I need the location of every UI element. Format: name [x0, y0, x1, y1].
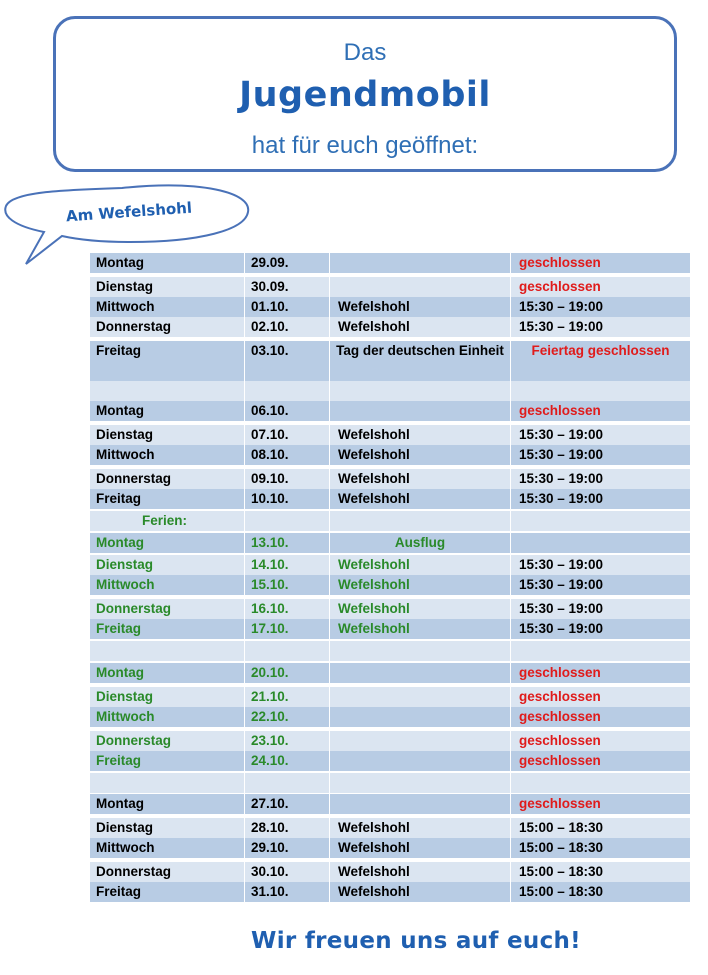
time-cell: 15:30 – 19:00 [519, 471, 604, 486]
date-cell: 23.10. [245, 731, 330, 751]
place-cell: Ausflug [330, 533, 511, 553]
place-cell [330, 401, 511, 421]
day-cell: Dienstag [90, 555, 245, 575]
date-cell: 16.10. [245, 599, 330, 619]
date-cell: 14.10. [245, 555, 330, 575]
date-cell: 21.10. [245, 687, 330, 707]
day-cell: Mittwoch [90, 445, 245, 465]
day-cell: Dienstag [90, 818, 245, 838]
time-cell: geschlossen [519, 403, 601, 418]
time-cell: geschlossen [519, 796, 601, 811]
date-cell: 30.10. [245, 862, 330, 882]
date-cell: 08.10. [245, 445, 330, 465]
date-cell: 10.10. [245, 489, 330, 509]
place-cell [330, 277, 511, 297]
time-cell: 15:00 – 18:30 [519, 840, 604, 855]
place-cell: Wefelshohl [330, 489, 511, 509]
time-cell: geschlossen [519, 689, 601, 704]
table-row [90, 401, 690, 421]
time-cell: 15:30 – 19:00 [519, 621, 604, 636]
table-row [90, 555, 690, 575]
table-row [90, 445, 690, 465]
day-cell: Donnerstag [90, 317, 245, 337]
day-cell: Montag [90, 533, 245, 553]
date-cell: 29.09. [245, 253, 330, 273]
table-row [90, 663, 690, 683]
time-cell: 15:30 – 19:00 [519, 557, 604, 572]
place-cell: Wefelshohl [330, 882, 511, 902]
spacer-row [90, 641, 690, 661]
date-cell: 07.10. [245, 425, 330, 445]
time-cell: 15:00 – 18:30 [519, 820, 604, 835]
page-title: Jugendmobil [239, 75, 491, 115]
empty-cell [90, 641, 245, 661]
place-cell: Wefelshohl [330, 317, 511, 337]
empty-cell [90, 381, 245, 401]
empty-cell [330, 641, 511, 661]
time-cell: 15:30 – 19:00 [519, 491, 604, 506]
empty-cell [330, 381, 511, 401]
location-label: Am Wefelshohl [65, 198, 193, 226]
table-row [90, 599, 690, 619]
day-cell: Freitag [90, 751, 245, 771]
time-cell: 15:30 – 19:00 [519, 299, 604, 314]
date-cell: 13.10. [245, 533, 330, 553]
empty-cell [90, 773, 245, 793]
date-cell: 20.10. [245, 663, 330, 683]
date-cell [245, 511, 330, 531]
place-cell: Wefelshohl [330, 445, 511, 465]
date-cell: 02.10. [245, 317, 330, 337]
time-cell: 15:30 – 19:00 [519, 447, 604, 462]
table-row [90, 341, 690, 381]
date-cell: 29.10. [245, 838, 330, 858]
date-cell: 15.10. [245, 575, 330, 595]
date-cell: 17.10. [245, 619, 330, 639]
empty-cell [330, 773, 511, 793]
place-cell: Wefelshohl [330, 619, 511, 639]
day-cell: Ferien: [90, 511, 245, 531]
table-row [90, 575, 690, 595]
day-cell: Mittwoch [90, 838, 245, 858]
table-row [90, 253, 690, 273]
place-cell [330, 253, 511, 273]
table-row [90, 838, 690, 858]
place-cell: Tag der deutschen Einheit [330, 341, 511, 381]
time-cell: geschlossen [519, 279, 601, 294]
day-cell: Montag [90, 663, 245, 683]
place-cell: Wefelshohl [330, 599, 511, 619]
day-cell: Mittwoch [90, 575, 245, 595]
date-cell: 27.10. [245, 794, 330, 814]
time-cell: 15:30 – 19:00 [519, 319, 604, 334]
day-cell: Freitag [90, 882, 245, 902]
time-cell: 15:30 – 19:00 [519, 577, 604, 592]
table-row [90, 277, 690, 297]
place-cell: Wefelshohl [330, 862, 511, 882]
date-cell: 06.10. [245, 401, 330, 421]
header-line-1: Das [343, 39, 387, 66]
spacer-row [90, 773, 690, 793]
time-cell: geschlossen [519, 665, 601, 680]
date-cell: 22.10. [245, 707, 330, 727]
time-cell: 15:30 – 19:00 [519, 427, 604, 442]
day-cell: Freitag [90, 489, 245, 509]
table-row [90, 687, 690, 707]
place-cell [330, 731, 511, 751]
day-cell: Dienstag [90, 277, 245, 297]
place-cell [330, 794, 511, 814]
date-cell: 09.10. [245, 469, 330, 489]
day-cell: Donnerstag [90, 862, 245, 882]
table-row [90, 489, 690, 509]
table-row [90, 533, 690, 553]
empty-cell [245, 381, 330, 401]
table-row [90, 317, 690, 337]
place-cell: Wefelshohl [330, 469, 511, 489]
day-cell: Dienstag [90, 425, 245, 445]
empty-cell [511, 641, 690, 661]
day-cell: Dienstag [90, 687, 245, 707]
day-cell: Donnerstag [90, 599, 245, 619]
header-box [53, 16, 677, 172]
table-row [90, 882, 690, 902]
empty-cell [511, 381, 690, 401]
day-cell: Montag [90, 401, 245, 421]
table-row [90, 297, 690, 317]
table-row [90, 731, 690, 751]
table-row [90, 511, 690, 531]
day-cell: Freitag [90, 341, 245, 381]
date-cell: 30.09. [245, 277, 330, 297]
place-cell [330, 687, 511, 707]
empty-cell [245, 773, 330, 793]
time-cell: geschlossen [519, 709, 601, 724]
time-cell: 15:00 – 18:30 [519, 864, 604, 879]
time-cell: geschlossen [519, 255, 601, 270]
place-cell: Wefelshohl [330, 838, 511, 858]
place-cell [330, 707, 511, 727]
date-cell: 28.10. [245, 818, 330, 838]
place-cell: Wefelshohl [330, 818, 511, 838]
time-cell: 15:30 – 19:00 [519, 601, 604, 616]
table-row [90, 818, 690, 838]
footer-message: Wir freuen uns auf euch! [251, 928, 581, 954]
date-cell: 24.10. [245, 751, 330, 771]
empty-cell [511, 773, 690, 793]
table-row [90, 425, 690, 445]
header-subtitle: hat für euch geöffnet: [251, 132, 479, 159]
place-cell [330, 663, 511, 683]
day-cell: Mittwoch [90, 297, 245, 317]
day-cell: Montag [90, 794, 245, 814]
time-cell: Feiertag geschlossen [531, 343, 670, 358]
table-row [90, 469, 690, 489]
spacer-row [90, 381, 690, 401]
table-row [90, 862, 690, 882]
place-cell: Wefelshohl [330, 425, 511, 445]
date-cell: 31.10. [245, 882, 330, 902]
table-row [90, 619, 690, 639]
place-cell [330, 511, 511, 531]
time-cell: geschlossen [519, 733, 601, 748]
place-cell: Wefelshohl [330, 575, 511, 595]
day-cell: Donnerstag [90, 469, 245, 489]
time-cell [511, 533, 690, 553]
place-cell: Wefelshohl [330, 555, 511, 575]
date-cell: 01.10. [245, 297, 330, 317]
place-cell [330, 751, 511, 771]
empty-cell [245, 641, 330, 661]
table-row [90, 707, 690, 727]
day-cell: Montag [90, 253, 245, 273]
day-cell: Freitag [90, 619, 245, 639]
time-cell: geschlossen [519, 753, 601, 768]
place-cell: Wefelshohl [330, 297, 511, 317]
day-cell: Donnerstag [90, 731, 245, 751]
day-cell: Mittwoch [90, 707, 245, 727]
date-cell: 03.10. [245, 341, 330, 381]
time-cell: 15:00 – 18:30 [519, 884, 604, 899]
table-row [90, 751, 690, 771]
table-row [90, 794, 690, 814]
time-cell [511, 511, 690, 531]
